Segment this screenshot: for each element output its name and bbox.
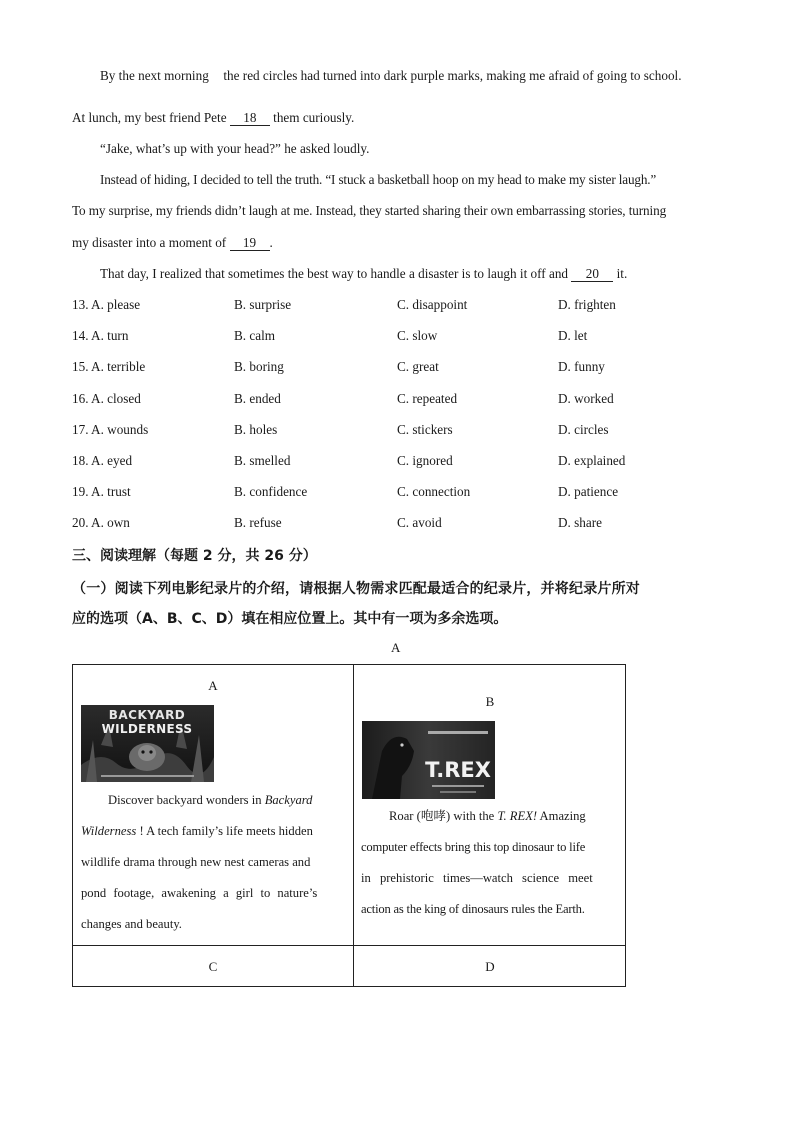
- option-a: 16. A. closed: [72, 391, 141, 406]
- passage-text: At lunch, my best friend Pete: [72, 110, 227, 125]
- poster-title: WILDERNESS: [101, 722, 193, 736]
- option-d: D. explained: [558, 453, 626, 468]
- option-a: 20. A. own: [72, 515, 130, 530]
- option-a: 18. A. eyed: [72, 453, 133, 468]
- option-d: D. worked: [558, 391, 614, 406]
- option-c: C. stickers: [397, 422, 453, 437]
- passage-text: By the next morning: [100, 68, 209, 83]
- option-row: [72, 422, 672, 440]
- option-c: C. slow: [397, 328, 438, 343]
- cell-a-text: ! A tech family’s life meets hidden: [139, 824, 313, 838]
- option-c: C. ignored: [397, 453, 453, 468]
- option-a: 13. A. please: [72, 297, 141, 312]
- option-c: C. great: [397, 359, 439, 374]
- option-row: [72, 359, 672, 377]
- option-d: D. share: [558, 515, 602, 530]
- option-a: 14. A. turn: [72, 328, 129, 343]
- option-d: D. circles: [558, 422, 609, 437]
- option-c: C. avoid: [397, 515, 442, 530]
- poster-title: BACKYARD: [108, 708, 186, 722]
- cell-a-text: pond footage, awakening a girl to nature’s: [81, 886, 318, 900]
- passage-line-4: [100, 172, 656, 188]
- passage-line-1: [100, 68, 682, 84]
- blank-18: 18: [230, 110, 270, 126]
- cell-a-title: Backyard: [264, 793, 313, 807]
- cell-a-text: changes and beauty.: [81, 917, 182, 931]
- blank-20: 20: [571, 266, 613, 282]
- passage-text: it.: [616, 266, 628, 281]
- poster-title: T.REX: [425, 758, 491, 782]
- passage-line-2: [72, 110, 354, 126]
- passage-line-6: [72, 235, 273, 251]
- cell-a-description: [81, 785, 345, 940]
- option-b: B. ended: [234, 391, 281, 406]
- cell-label-d: D: [485, 959, 495, 974]
- option-a: 15. A. terrible: [72, 359, 146, 374]
- option-d: D. patience: [558, 484, 619, 499]
- option-b: B. boring: [234, 359, 284, 374]
- option-d: D. let: [558, 328, 588, 343]
- option-row: [72, 328, 672, 346]
- option-b: B. confidence: [234, 484, 308, 499]
- passage-text: “Jake, what’s up with your head?” he asked loudly.: [100, 141, 370, 156]
- passage-text: That day, I realized that sometimes the best way to handle a disaster is to laugh it off and: [100, 266, 569, 281]
- option-b: B. holes: [234, 422, 278, 437]
- option-c: C. connection: [397, 484, 471, 499]
- cell-b-text: Roar (咆哮) with the: [389, 809, 495, 823]
- option-row: [72, 297, 672, 315]
- documentary-table: [72, 664, 626, 987]
- cell-b-text: action as the king of dinosaurs rules the Earth.: [361, 902, 585, 916]
- option-c: C. disappoint: [397, 297, 468, 312]
- cell-b-text: in prehistoric times—watch science meet: [361, 871, 593, 885]
- option-d: D. frighten: [558, 297, 616, 312]
- cell-label-b: B: [485, 694, 495, 709]
- passage-text: my disaster into a moment of: [72, 235, 227, 250]
- option-a: 19. A. trust: [72, 484, 131, 499]
- cell-b-text: Amazing: [539, 809, 586, 823]
- option-b: B. surprise: [234, 297, 292, 312]
- table-caption: A: [391, 640, 401, 655]
- passage-text: Instead of hiding, I decided to tell the truth. “I stuck a basketball hoop on my head to make my sister laugh.”: [100, 172, 657, 187]
- passage-line-5: [72, 203, 666, 219]
- option-b: B. refuse: [234, 515, 282, 530]
- cell-a-title: Wilderness: [81, 824, 137, 838]
- option-d: D. funny: [558, 359, 605, 374]
- option-row: [72, 391, 672, 409]
- passage-text: To my surprise, my friends didn’t laugh at me. Instead, they started sharing their own embarrassing stories, turning: [72, 203, 667, 218]
- section-title: 三、阅读理解（每题 2 分，共 26 分）: [72, 548, 317, 564]
- backyard-wilderness-poster: [81, 705, 214, 782]
- cell-label-a: A: [208, 678, 218, 693]
- t-rex-poster: [362, 721, 495, 799]
- passage-text: the red circles had turned into dark purple marks, making me afraid of going to school.: [223, 68, 682, 83]
- passage-line-3: [100, 141, 369, 157]
- option-b: B. smelled: [234, 453, 291, 468]
- passage-text: them curiously.: [273, 110, 355, 125]
- cell-b-description: [361, 801, 617, 925]
- section-instruction-line-2: 应的选项（A、B、C、D）填在相应位置上。其中有一项为多余选项。: [72, 611, 508, 627]
- cell-a-text: Discover backyard wonders in: [108, 793, 262, 807]
- option-row: [72, 453, 672, 471]
- blank-19: 19: [230, 235, 270, 251]
- cell-b-text: computer effects bring this top dinosaur to life: [361, 840, 586, 854]
- option-row: [72, 484, 672, 502]
- cell-a-text: wildlife drama through new nest cameras and: [81, 855, 311, 869]
- section-instruction-line-1: （一）阅读下列电影纪录片的介绍，请根据人物需求匹配最适合的纪录片，并将纪录片所对: [72, 581, 640, 597]
- table-divider: [73, 945, 625, 946]
- cell-b-title: T. REX!: [497, 809, 538, 823]
- passage-text: .: [269, 235, 273, 250]
- option-a: 17. A. wounds: [72, 422, 149, 437]
- cell-label-c: C: [208, 959, 218, 974]
- passage-line-7: [100, 266, 627, 282]
- table-divider: [353, 665, 354, 986]
- option-b: B. calm: [234, 328, 276, 343]
- option-row: [72, 515, 672, 533]
- option-c: C. repeated: [397, 391, 458, 406]
